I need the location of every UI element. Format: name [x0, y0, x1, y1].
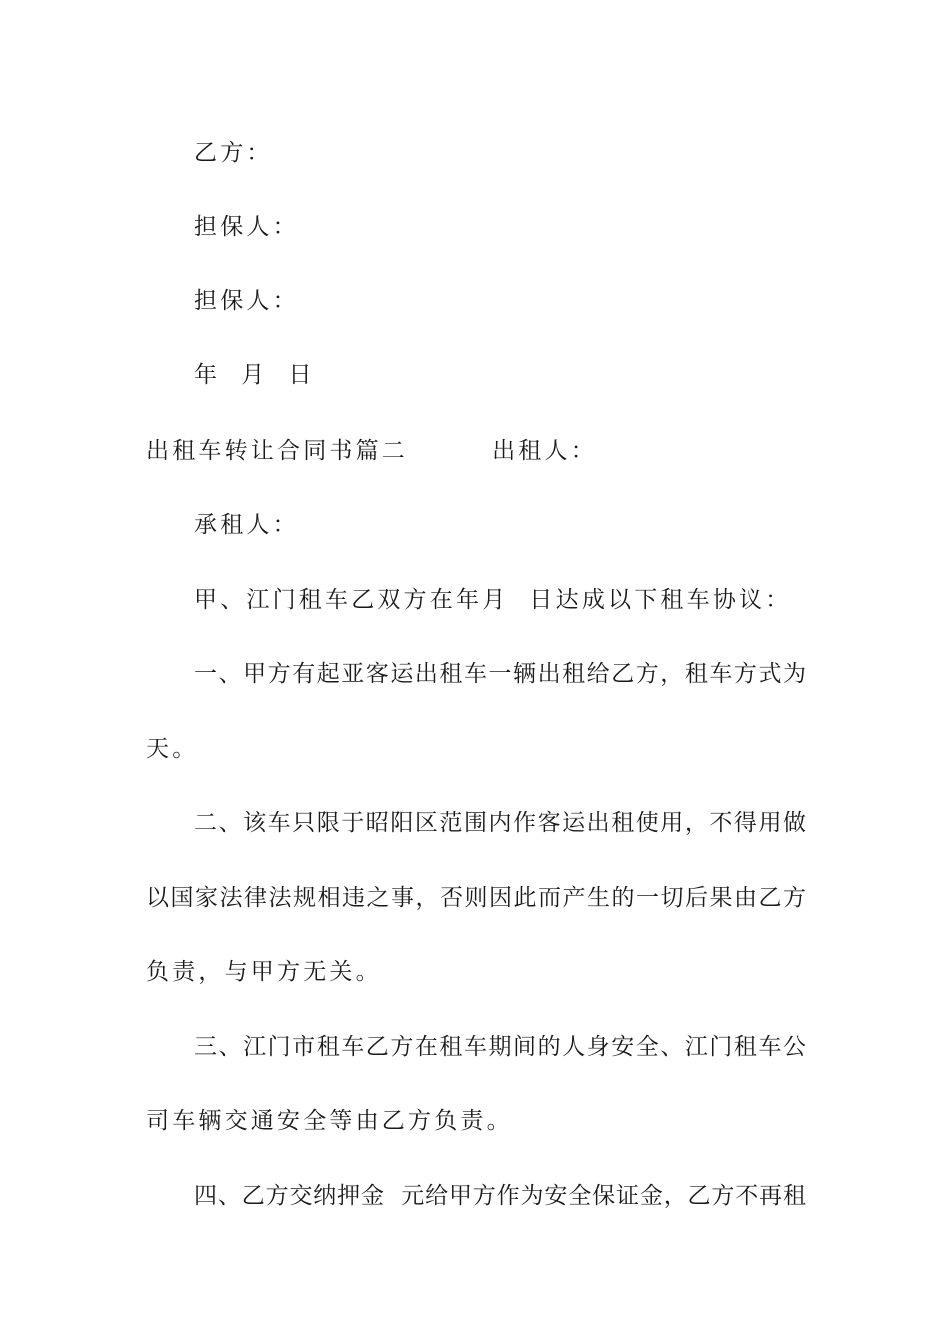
agreement-intro: 甲、江门租车乙双方在年月 日达成以下租车协议： [194, 587, 792, 613]
clause-4-line-1: 四、乙方交纳押金 元给甲方作为安全保证金，乙方不再租 [194, 1183, 806, 1209]
clause-3-line-2: 司车辆交通安全等由乙方负责。 [146, 1108, 513, 1134]
clause-2-line-3: 负责，与甲方无关。 [146, 959, 382, 985]
lessee-label: 承租人： [194, 512, 299, 538]
clause-2-line-1: 二、该车只限于昭阳区范围内作客运出租使用，不得用做 [194, 810, 806, 836]
date-line: 年 月 日 [194, 362, 315, 388]
party-b-label: 乙方： [194, 140, 273, 166]
guarantor-label-2: 担保人： [194, 288, 299, 314]
clause-3-line-1: 三、江门市租车乙方在租车期间的人身安全、江门租车公 [194, 1034, 806, 1060]
guarantor-label-1: 担保人： [194, 214, 299, 240]
section-title-line: 出租车转让合同书篇二 出租人： [146, 438, 597, 464]
clause-1-line-1: 一、甲方有起亚客运出租车一辆出租给乙方，租车方式为 [194, 661, 806, 687]
clause-1-line-2: 天。 [146, 736, 199, 762]
clause-2-line-2: 以国家法律法规相违之事，否则因此而产生的一切后果由乙方 [146, 885, 806, 911]
